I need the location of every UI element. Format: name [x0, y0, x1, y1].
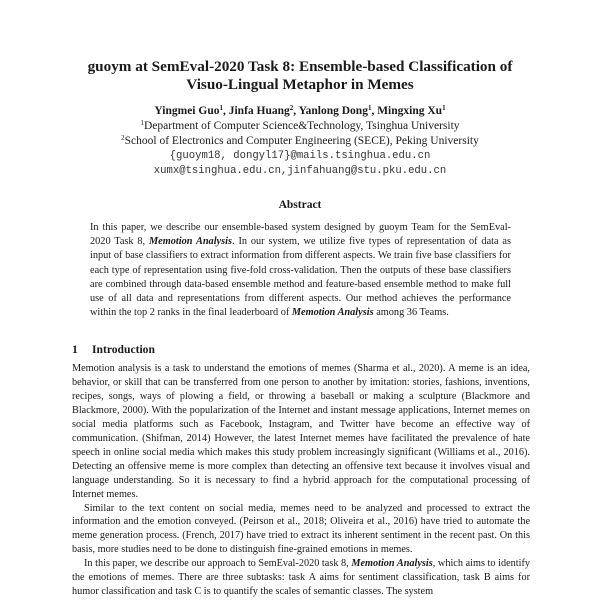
section-title: Introduction	[92, 343, 155, 356]
author-name: Jinfa Huang	[228, 105, 290, 117]
task-name-emphasis: Memotion Analysis	[291, 307, 374, 319]
abstract-part: among 36 Teams.	[373, 307, 449, 319]
paragraph	[72, 557, 530, 599]
affiliation-text: School of Electronics and Computer Engineering (SECE), Peking University	[124, 135, 479, 147]
affiliation-mark: 2	[289, 104, 294, 112]
task-name-emphasis: Memotion Analysis	[149, 236, 233, 248]
title-line-2: Visuo-Lingual Metaphor in Memes	[186, 76, 414, 93]
paper-title	[40, 58, 560, 94]
abstract-text	[90, 221, 511, 320]
author-name: Mingxing Xu	[377, 105, 443, 117]
abstract-part: . In our system, we utilize five types of representation of data as input of base classifiers to extract information from different aspects. We train five base classifiers for each type of representation using five-fold cross-validation. Then the outputs of these base classifiers are combined through data-based ensemble method and feature-based ensemble method to make full use of all data and representations from different aspects. Our method achieves the performance within the top 2 ranks in the final leaderboard of	[90, 236, 511, 319]
paragraph: Similar to the text content on social media, memes need to be analyzed and processed to extract the information and the emotion conveyed. (Peirson et al., 2018; Oliveira et al., 2016) have tried to automate the meme generation process. (French, 2017) have tried to extract its inherent sentiment in the recent past. On this basis, more studies need to be done to distinguish fine-grained emotions in memes.	[72, 502, 530, 556]
paragraph: Memotion analysis is a task to understand the emotions of memes (Sharma et al., 2020). A meme is an idea, behavior, or skill that can be transferred from one person to another by imitation: stories, fashions, inventions, recipes, songs, ways of plowing a field, or throwing a baseball or making a sculpture (Blackmore and Blackmore, 2000). With the popularization of the Internet and instant message applications, Internet memes on social media platforms such as Facebook, Instagram, and Twitter have become an effective way of communication. (Shifman, 2014) However, the latest Internet memes have facilitated the prevalence of hate speech in online social media which makes this study problem increasingly significant (Williams et al., 2016). Detecting an offensive meme is more complex than detecting an offensive text because it involves visual and language understanding. So it is necessary to find a hybrid approach for the computational processing of Internet memes.	[72, 363, 530, 500]
author-name: Yingmei Guo	[154, 105, 220, 117]
paragraph-part: , which aims to identify the emotions of memes. There are three subtasks: task A aims for sentiment classification, task B aims for humor classification and task C is to quantify the scales of semantic classes. The system	[72, 558, 530, 598]
task-name-emphasis: Memotion Analysis	[351, 558, 433, 570]
affiliation-mark: 1	[140, 119, 144, 127]
affiliation-2	[40, 134, 560, 148]
affiliation-text: Department of Computer Science&Technology, Tsinghua University	[143, 120, 460, 132]
section-number: 1	[72, 343, 78, 356]
abstract-heading: Abstract	[278, 199, 322, 211]
affiliation-1	[40, 119, 560, 133]
affiliation-mark: 1	[219, 104, 223, 112]
abstract-part: In this paper, we describe our ensemble-based system designed by guoym Team for the SemEval-2020 Task 8,	[90, 222, 511, 248]
title-line-1: guoym at SemEval-2020 Task 8: Ensemble-based Classification of	[87, 58, 513, 75]
introduction-body	[72, 362, 530, 599]
author-list: Yingmei Guo$^1$, Jinfa Huang$^2$, Yanlong Dong$^1$, Mingxing Xu$^1$	[154, 104, 446, 117]
email-line-2: xumx@tsinghua.edu.cn,jinfahuang@stu.pku.edu.cn	[153, 165, 447, 177]
email-line-1: {guoym18, dongyl17}@mails.tsinghua.edu.cn	[169, 150, 431, 162]
affiliation-mark: 2	[121, 134, 125, 142]
section-heading	[72, 343, 155, 356]
author-name: Yanlong Dong	[298, 105, 368, 117]
affiliation-mark: 1	[367, 104, 372, 112]
affiliation-mark: 1	[442, 104, 446, 112]
paragraph-part: In this paper, we describe our approach to SemEval-2020 task 8,	[84, 558, 352, 570]
